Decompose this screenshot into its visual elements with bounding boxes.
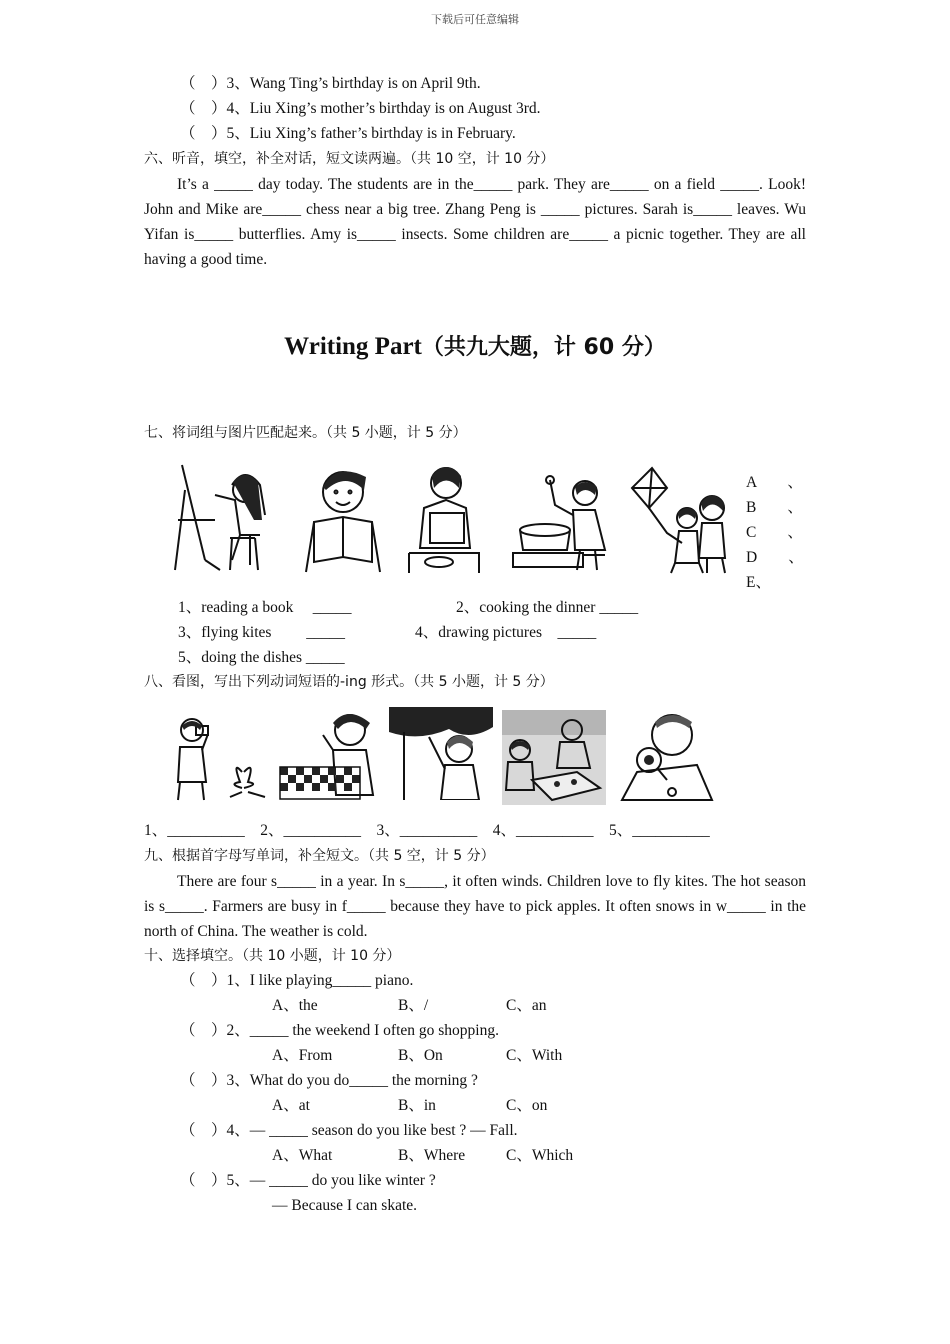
drawing-picture [170, 460, 275, 575]
p10-q2-option-b: B、On [398, 1047, 443, 1064]
p6-heading: 六、听音，填空，补全对话，短文读两遍。（共 10 空，计 10 分） [144, 151, 555, 167]
p10-q2-option-c: C、With [506, 1047, 563, 1064]
picnic-picture [502, 710, 606, 805]
p7-item-5: 5、doing the dishes _____ [178, 649, 345, 666]
chess-picture [278, 705, 378, 800]
p10-q1-option-b: B、/ [398, 997, 429, 1014]
p7-item-4: 4、drawing pictures _____ [415, 624, 597, 641]
p10-question-4: （ ）4、— _____ season do you like best ? — Fall. [180, 1122, 518, 1139]
page-header: 下载后可任意编辑 [431, 13, 519, 26]
p10-q3-option-a: A、at [272, 1097, 310, 1114]
p10-q3-option-c: C、on [506, 1097, 548, 1114]
kite-picture [627, 463, 732, 575]
p5-question-5: （ ）5、Liu Xing’s father’s birthday is in February. [180, 125, 516, 142]
writing-part-title [0, 330, 950, 361]
p10-question-3: （ ）3、What do you do_____ the morning ? [180, 1072, 478, 1089]
p7-item-1: 1、reading a book _____ [178, 599, 352, 616]
p10-question-2: （ ）2、_____ the weekend I often go shopping. [180, 1022, 499, 1039]
p7-letter-a: A 、 [746, 474, 803, 491]
p7-letter-e: E、 [746, 574, 771, 591]
writing-part-title-cn: （共九大题，计 60 分） [421, 335, 666, 360]
p7-letter-d: D 、 [746, 549, 804, 566]
p7-letter-c: C 、 [746, 524, 803, 541]
butterfly-watching-picture [170, 712, 270, 802]
p10-q1-option-c: C、an [506, 997, 547, 1014]
p9-heading: 九、根据首字母写单词，补全短文。（共 5 空，计 5 分） [144, 848, 495, 864]
p7-item-3: 3、flying kites _____ [178, 624, 346, 641]
p7-heading: 七、将词组与图片匹配起来。（共 5 小题，计 5 分） [144, 425, 467, 441]
p10-q2-option-a: A、From [272, 1047, 333, 1064]
p9-passage: There are four s_____ in a year. In s_____, it often winds. Children love to fly kites. The hot season is s_____. Farmers are busy in f_____ because they have to pick apples. It often snows in w_____ in the north of China. The weather is cold. [144, 873, 806, 940]
p10-question-1: （ ）1、I like playing_____ piano. [180, 972, 414, 989]
p8-answer-blanks: 1、__________ 2、__________ 3、__________ 4、__________ 5、__________ [144, 822, 710, 839]
p5-question-4: （ ）4、Liu Xing’s mother’s birthday is on August 3rd. [180, 100, 541, 117]
writing-part-title-en: Writing Part [284, 333, 422, 360]
p7-letter-b: B 、 [746, 499, 803, 516]
dishes-picture [404, 458, 484, 576]
reading-picture [296, 462, 391, 574]
leaves-picture [389, 707, 493, 800]
p10-q1-option-a: A、the [272, 997, 318, 1014]
p10-q4-option-b: B、Where [398, 1147, 466, 1164]
insect-magnifier-picture [617, 710, 717, 802]
p5-question-3: （ ）3、Wang Ting’s birthday is on April 9th. [180, 75, 481, 92]
cooking-picture [505, 475, 613, 573]
p8-heading: 八、看图，写出下列动词短语的-ing 形式。（共 5 小题，计 5 分） [144, 674, 554, 690]
p10-q4-option-c: C、Which [506, 1147, 574, 1164]
p10-q3-option-b: B、in [398, 1097, 436, 1114]
p10-question-5: （ ）5、— _____ do you like winter ? [180, 1172, 436, 1189]
p10-heading: 十、选择填空。（共 10 小题，计 10 分） [144, 948, 401, 964]
p7-item-2: 2、cooking the dinner _____ [456, 599, 639, 616]
p6-passage: It’s a _____ day today. The students are in the_____ park. They are_____ on a field _____. Look! John and Mike are_____ chess near a big tree. Zhang Peng is _____ pictures. Sarah is_____ leaves. Wu Yifan is_____ butterflies. Amy is_____ insects. Some children are_____ a picnic together. They are all having a good time. [144, 176, 806, 268]
p10-q4-option-a: A、What [272, 1147, 333, 1164]
p10-q5-answer: — Because I can skate. [272, 1197, 418, 1214]
